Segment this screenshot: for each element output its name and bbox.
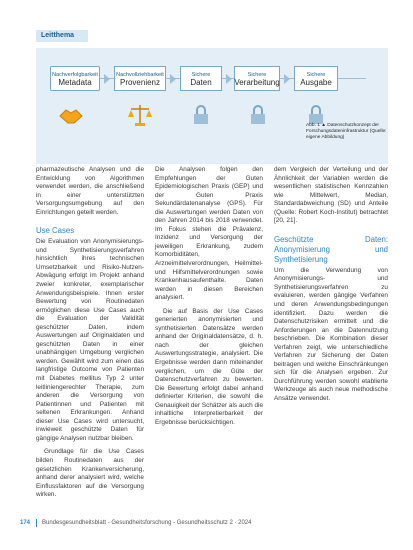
lock-icon: [247, 104, 269, 126]
paragraph: pharmazeutische Analysen und die Entwicklung von Algorithmen verwendet werden, die anschließend in einer unterstützten Versorgungsumgebung auf den Einrichtungen geteilt werden.: [36, 166, 144, 216]
step-label: Sichere: [247, 71, 267, 78]
step-box-5: [294, 66, 338, 91]
section-tag: Leitthema: [36, 30, 88, 42]
handshake-icon: [58, 102, 84, 128]
column-3: [274, 166, 388, 404]
step-value: Daten: [190, 77, 212, 87]
scales-icon: [127, 102, 153, 128]
page-footer: [0, 515, 413, 531]
journal-citation: Bundesgesundheitsblatt - Gesundheitsforschung - Gesundheitsschutz 2 · 2024: [42, 520, 252, 526]
lock-icon: [190, 104, 212, 126]
step-box-1: [50, 66, 100, 91]
page-margin: [0, 0, 12, 550]
paragraph: Die Evaluation von Anonymisierungs- und Synthetisierungsverfahren hinsichtlich ihres technischen Umsetzbarkeit und Risiko-Nutzen-Abwägung erfolgt im Projekt anhand zweier konkreter, exemplarischer Anwendungsbeispiele. Ihnen erster Bewertung von Routinedaten ermöglichen diese Use Cases auch die Evaluation der Validität geschützter Daten, indem Auswertungen auf Originaldaten und geschützten Daten in einer unabhängigen Umgebung verglichen werden. Gewählt wird zum einen das langfristige Outcome von Patienten mit Diabetes mellitus Typ 2 unter leitliniengerechter Therapie, zum anderen die Versorgung von Patientinnen und Patienten mit seltenen Erkrankungen. Anhand dieser Use Cases wird untersucht, inwieweit geschützte Daten für gängige Analysen nutzbar bleiben.: [36, 238, 144, 442]
step-box-4: [234, 66, 280, 91]
arrow-icon: [170, 74, 176, 84]
step-value: Provenienz: [119, 77, 161, 87]
step-value: Ausgabe: [300, 77, 332, 87]
step-value: Metadata: [58, 77, 92, 87]
step-box-3: [180, 66, 222, 91]
paragraph: Um die Verwendung von Anonymisierungs- und Synthetisierungsverfahren zu evaluieren, werden gängige Verfahren und deren Anwendungsbedingungen identifiziert. Dazu werden die Datenschutzrisiken ermittelt und die Anforderungen an die Datennutzung beschrieben. Die Kombination dieser Verfahren zeigt, wie unterschiedliche Verfahren zur Sicherung der Daten beitragen und welche Einschränkungen sich für die Analysen ergeben. Zur Durchführung werden sowohl etablierte Werkzeuge als auch neue methodische Ansätze verwendet.: [274, 266, 388, 403]
arrow-icon: [226, 74, 232, 84]
step-label: Nachverfolgbarkeit: [52, 71, 98, 78]
column-1: [36, 166, 144, 500]
footer-divider: [36, 519, 37, 527]
paragraph: Die auf Basis der Use Cases generierten anonymisierten und synthetisierten Datensätze werden anhand der Originaldatensätze, d. h. nach der gleichen Auswertungsstrategie, analysiert. Die Ergebnisse werden dann miteinander verglichen, um die Güte der Datenschutzverfahren zu bewerten. Die Bewertung erfolgt dabei anhand definierter Kriterien, die sowohl die Genauigkeit der Schätzer als auch die inhaltliche Interpretierbarkeit der Ergebnisse berücksichtigen.: [155, 307, 263, 426]
arrow-icon: [104, 74, 110, 84]
column-2: [155, 166, 263, 427]
arrow-icon: [284, 74, 290, 84]
step-label: Sichere: [306, 71, 326, 78]
step-label: Sichere: [191, 71, 211, 78]
paragraph: Die Analysen folgen den Empfehlungen der Guten Epidemiologischen Praxis (GEP) und der Guten Praxis Sekundärdatenanalyse (GPS). Für die Auswertungen werden Daten von den Jahren 2014 bis 2018 verwendet. Im Fokus stehen die Prävalenz, Inzidenz und Versorgung der jeweiligen Erkrankung, zudem Komorbiditäten, Arzneimittelverordnungen, Heilmittel- und Hilfsmittelverordnungen sowie Krankenhausaufenthalte. Daten werden in diesen Bereichen analysiert.: [155, 166, 263, 302]
paragraph: dem Vergleich der Verteilung und der Ähnlichkeit der Variablen werden die wesentlichen statistischen Kennzahlen wie Mittelwert, Median, Standardabweichung (SD) und Anteile (Quelle: Robert Koch-Institut) betrachtet [20, 21].: [274, 166, 388, 225]
figure-caption: Abb. 1 ▲ Datenschutzkonzept der Forschungsdateninfrastruktur (Quelle: eigene Abbildung): [306, 123, 387, 140]
figure-diagram: [36, 48, 388, 164]
page-number: 174: [20, 520, 31, 526]
step-box-2: [114, 66, 166, 91]
step-value: Verarbeitung: [234, 77, 280, 87]
section-heading: Geschützte Daten: Anonymisierung und Synthetisierung: [274, 234, 388, 264]
section-heading: Use Cases: [36, 226, 75, 236]
step-label: Nachvollziehbarkeit: [116, 71, 164, 78]
paragraph: Grundlage für die Use Cases bilden Routinedaten aus der gesetzlichen Krankenversicherung, anhand derer analysiert wird, welche Einflussfaktoren auf die Versorgung wirken.: [36, 448, 144, 499]
